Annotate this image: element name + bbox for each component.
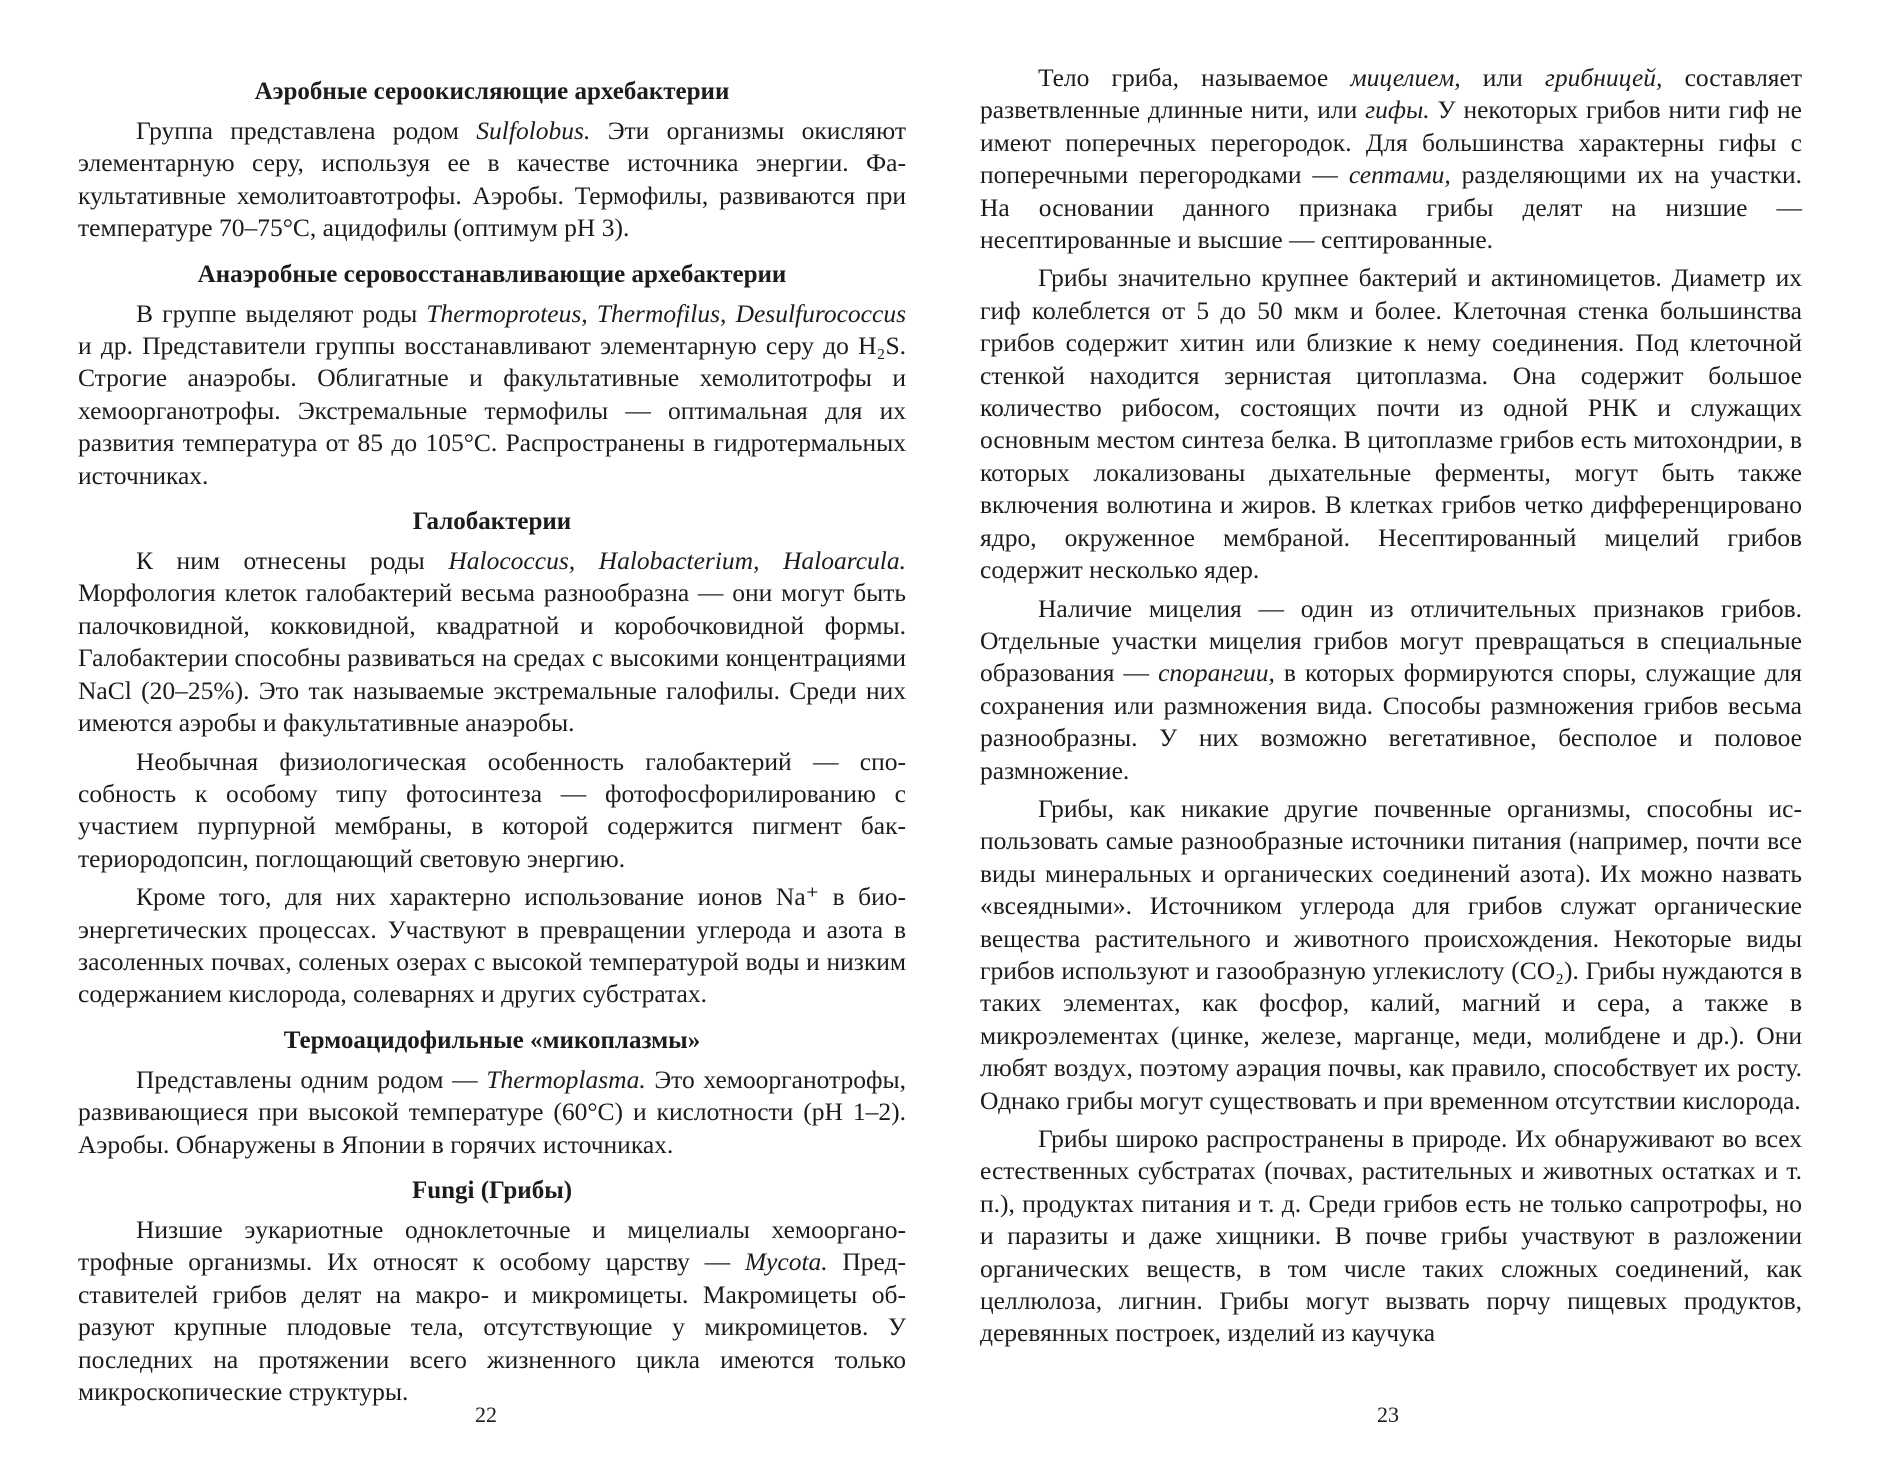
section-heading-aerobic: Аэробные сероокисляющие архебактерии <box>254 78 730 105</box>
paragraph: Представлены одним родом — Thermoplasma. Это хемоорганотрофы, развивающиеся при высокой температуре (60°С) и кислотности (рН 1–2). Аэробы. Обнаружены в Японии в горячих источниках. <box>78 1064 906 1159</box>
paragraph: Необычная физиологическая особенность галобактерий — способность к особому типу фотосинтеза — фотофосфорилированию с участием пурпурной мембраны, в которой содержится пигмент бактериородопсин, поглощающий световую энергию. <box>78 746 906 873</box>
paragraph: В группе выделяют роды Thermoproteus, Thermofilus, Desulfurococcus и др. Представители группы восстанавливают элементарную серу до H₂S. Строгие анаэробы. Облигатные и факультативные хемолитотрофы и хемоорганотрофы. Экстремальные термофилы — оптимальная для их развития температура от 85 до 105°С. Распространены в гидротермальных источниках. <box>78 298 906 490</box>
left-page <box>78 62 906 1414</box>
page-number-right: 23 <box>1377 1402 1399 1427</box>
paragraph: Грибы, как никакие другие почвенные организмы, способны использовать самые разнообразные источники питания (например, почти все виды минеральных и органических соединений азота). Их можно назвать «всеядными». Источником углерода для грибов служат органические вещества растительного и животного происхождения. Некоторые виды грибов используют и газообразную углекислоту (CO₂). Грибы нуждаются в таких элементах, как фосфор, калий, магний и сера, а также в микроэлементах (цинке, железе, марганце, меди, молибдене и др.). Они любят воздух, поэтому аэрация почвы, как правило, способствует их росту. Однако грибы могут существовать и при временном отсутствии кислорода. <box>980 793 1802 1115</box>
paragraph: Наличие мицелия — один из отличительных признаков грибов. Отдельные участки мицелия грибов могут превращаться в специальные образования — спорангии, в которых формируются споры, служащие для сохранения или размножения вида. Способы размножения грибов весьма разнообразны. У них возможно вегетативное, бесполое и половое размножение. <box>980 593 1802 785</box>
right-page <box>980 62 1802 1356</box>
paragraph: Группа представлена родом Sulfolobus. Эти организмы окисляют элементарную серу, используя ее в качестве источника энергии. Факультативные хемолитоавтотрофы. Аэробы. Термофилы, развиваются при температуре 70–75°С, ацидофилы (оптимум рН 3). <box>78 116 906 243</box>
section-heading-halobacteria: Галобактерии <box>412 508 572 536</box>
paragraph: Грибы значительно крупнее бактерий и актиномицетов. Диаметр их гиф колеблется от 5 до 50 мкм и более. Клеточная стенка большинства грибов содержит хитин или близкие к нему соединения. Под клеточной стенкой находится зернистая цитоплазма. Она содержит большое количество рибосом, состоящих почти из одной РНК и служащих основным местом синтеза белка. В цитоплазме грибов есть митохондрии, в которых локализованы дыхательные ферменты, могут быть также включения волютина и жиров. В клетках грибов четко дифференцировано ядро, окруженное мембраной. Несептированный мицелий грибов содержит несколько ядер. <box>980 263 1802 585</box>
paragraph: Тело гриба, называемое мицелием, или грибницей, составляет разветвленные длинные нити, или гифы. У некоторых грибов нити гиф не имеют поперечных перегородок. Для большинства характерны гифы с поперечными перегородками — септами, разделяющими их на участки. На основании данного признака грибы делят на низшие — несептированные и высшие — септированные. <box>980 63 1802 255</box>
paragraph: К ним отнесены роды Halococcus, Halobacterium, Haloarcula. Морфология клеток галобактерий весьма разнообразна — они могут быть палочковидной, кокковидной, квадратной и коробочковидной формы. Галобактерии способны развиваться на средах с высокими концентрациями NaCl (20–25%). Это так называемые экстремальные галофилы. Среди них имеются аэробы и факультативные анаэробы. <box>78 546 907 738</box>
paragraph: Кроме того, для них характерно использование ионов Na⁺ в биоэнергетических процессах. Участвуют в превращении углерода и азота в засоленных почвах, соленых озерах с высокой температурой воды и низким содержанием кислорода, солеварнях и других субстратах. <box>78 882 906 1009</box>
paragraph: Низшие эукариотные одноклеточные и мицелиалы хемоорганотрофные организмы. Их относят к особому царству — Mycota. Представителей грибов делят на макро- и микромицеты. Макромицеты образуют крупные плодовые тела, отсутствующие у микромицетов. У последних на протяжении всего жизненного цикла имеются только микроскопические структуры. <box>78 1214 907 1406</box>
section-heading-thermoacidophilic: Термоацидофильные «микоплазмы» <box>283 1026 701 1054</box>
section-heading-fungi: Fungi (Грибы) <box>411 1176 573 1204</box>
paragraph: Грибы широко распространены в природе. Их обнаруживают во всех естественных субстратах (почвах, растительных и животных остатках и т. п.), продуктах питания и т. д. Среди грибов есть не только сапротрофы, но и паразиты и даже хищники. В почве грибы участвуют в разложении органических веществ, в том числе таких сложных соединений, как целлюлоза, лигнин. Грибы могут вызвать порчу пищевых продуктов, деревянных построек, изделий из каучука <box>980 1124 1802 1348</box>
page-number-left: 22 <box>475 1402 497 1427</box>
section-heading-anaerobic: Анаэробные серовосстанавливающие архебактерии <box>197 260 787 288</box>
